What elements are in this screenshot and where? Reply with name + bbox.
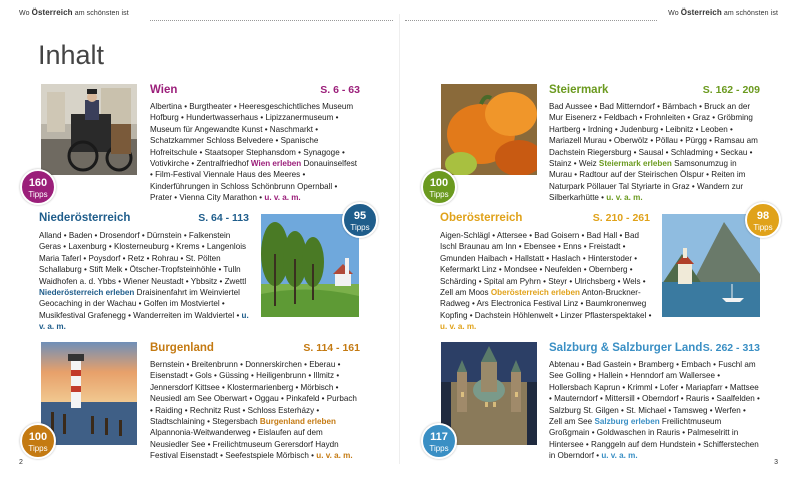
running-head-right-bold: Österreich bbox=[680, 8, 722, 17]
oberoesterreich-body bbox=[440, 230, 652, 333]
burgenland-erleben-text: Alpannonia-Weitwanderweg • Eislaufen auf dem Neusiedler See • Freilichtmuseum Gerersdorf Haydn Festival Eisenstadt • Seefestspiele Mörbisch • bbox=[150, 428, 339, 461]
running-head-left-prefix: Wo bbox=[19, 10, 30, 17]
burgenland-pages: S. 114 - 161 bbox=[303, 342, 360, 354]
page-title: Inhalt bbox=[38, 40, 105, 70]
steiermark-places: Bad Aussee • Bad Mitterndorf • Bärnbach • Bruck an der Mur Eisenerz • Feldbach • Frohnleiten • Graz • Gröbming Hartberg • Irdning • Judenburg • Leibnitz • Leoben • Mariazell Murau • Oberwölz • Pöllau • Pürgg • Ramsau am Dachstein Riegersburg • Sausal • Schladming • Seckau • Stainz • Weiz bbox=[549, 102, 758, 169]
oberoesterreich-badge-number: 98 bbox=[756, 210, 770, 222]
steiermark-photo bbox=[441, 84, 537, 175]
oberoesterreich-places: Aigen-Schlägl • Attersee • Bad Goisern • Bad Hall • Bad Ischl Braunau am Inn • Ebensee • Enns • Freistadt • Gmunden Haibach • Hallstatt • Haslach • Hinterstoder • Kefermarkt Linz • Mondsee • Neufelden • Obernberg • Schärding • Spital am Pyhrn • Steyr • Ulrichsberg • Wels • Zell am Moos bbox=[440, 231, 646, 298]
running-head-left bbox=[19, 8, 129, 17]
burgenland-tipps-badge bbox=[20, 423, 56, 459]
salzburg-photo bbox=[441, 342, 537, 445]
salzburg-body bbox=[549, 359, 761, 462]
running-head-left-bold: Österreich bbox=[31, 8, 73, 17]
folio-left: 2 bbox=[19, 459, 23, 466]
wien-body bbox=[150, 101, 360, 204]
wien-erleben-text: Donauinselfest • Film-Festival Viennale Haus des Meeres • Kinderführungen in Schloss Schönbrunn Opernball • Prater • Vienna City Marathon • bbox=[150, 159, 358, 203]
steiermark-tipps-badge bbox=[421, 169, 457, 205]
niederoesterreich-erleben-text: Draisinenfahrt im Weinviertel Geocaching in der Wachau • Golfen im Mostviertel • Musikfestival Grafenegg • Wanderreiten im Waldviertel • bbox=[39, 288, 240, 320]
niederoesterreich-body bbox=[39, 230, 253, 333]
running-head-rule-right bbox=[405, 20, 657, 21]
salzburg-erleben-text: Freilichtmuseum Großgmain • Goldwaschen in Rauris • Palmeselritt in Hintersee • Ranggeln auf dem Hundstein • Schifferstechen in Oberndorf • bbox=[549, 417, 759, 461]
oberoesterreich-tipps-badge bbox=[745, 202, 781, 238]
page-gutter bbox=[399, 14, 400, 464]
running-head-rule-left bbox=[150, 20, 393, 21]
oberoesterreich-erleben-text: Anton-Bruckner-Radweg • Ars Electronica Festival Linz • Baumkronenweg Kopfing • Dachstein Höhlenwelt • Linzer Pflasterspektakel • bbox=[440, 288, 652, 320]
steiermark-body bbox=[549, 101, 761, 204]
wien-title: Wien bbox=[150, 84, 178, 96]
oberoesterreich-pages: S. 210 - 261 bbox=[592, 212, 650, 224]
running-head-right-suffix: am schönsten ist bbox=[723, 10, 778, 17]
wien-uvam: u. v. a. m. bbox=[264, 193, 301, 203]
steiermark-title: Steiermark bbox=[549, 84, 609, 96]
wien-badge-label: Tipps bbox=[28, 190, 48, 199]
niederoesterreich-badge-number: 95 bbox=[353, 210, 367, 222]
wien-erleben: Wien erleben bbox=[250, 159, 302, 169]
folio-right: 3 bbox=[774, 459, 778, 466]
burgenland-photo bbox=[41, 342, 137, 445]
burgenland-uvam: u. v. a. m. bbox=[316, 451, 353, 461]
wien-tipps-badge bbox=[20, 169, 56, 205]
wien-places: Albertina • Burgtheater • Heeresgeschichtliches Museum Hofburg • Hundertwasserhaus • Lipizzanermuseum • Museum für Angewandte Kunst • Naschmarkt • Schatzkammer Schloss Belvedere • Spanische Hofreitschule • Staatsoper Stephansdom • Synagoge • Votivkirche • Zentralfriedhof bbox=[150, 102, 354, 169]
steiermark-uvam: u. v. a. m. bbox=[606, 193, 643, 203]
running-head-right-prefix: Wo bbox=[668, 10, 679, 17]
wien-badge-number: 160 bbox=[28, 177, 48, 189]
niederoesterreich-tipps-badge bbox=[342, 202, 378, 238]
salzburg-erleben: Salzburg erleben bbox=[594, 417, 660, 427]
niederoesterreich-places: Alland • Baden • Drosendorf • Dürnstein • Falkenstein Geras • Laxenburg • Klosterneuburg • Krems • Langenlois Maria Taferl • Poysdorf • Retz • Rohrau • St. Pölten Schallaburg • Stift Melk • Ötscher-Tropfsteinhöhle • Tulln Waidhofen a. d. Ybbs • Wiener Neustadt • Ybbsitz • Zwettl bbox=[39, 231, 247, 286]
oberoesterreich-photo bbox=[662, 214, 760, 317]
burgenland-places: Bernstein • Breitenbrunn • Donnerskirchen • Eberau • Eisenstadt • Gols • Güssing • Heiligenbrunn • Illmitz • Jennersdorf Kittsee • Klostermarienberg • Mörbisch • Neusiedl am See Oberwart • Oggau • Pinkafeld • Purbach • Raiding • Rechnitz Rust • Schloss Esterházy • Stadtschlaining • Stegersbach bbox=[150, 360, 357, 427]
oberoesterreich-erleben: Oberösterreich erleben bbox=[490, 288, 580, 298]
burgenland-badge-label: Tipps bbox=[28, 444, 48, 453]
salzburg-tipps-badge bbox=[421, 423, 457, 459]
steiermark-badge-label: Tipps bbox=[429, 190, 449, 199]
oberoesterreich-title: Oberösterreich bbox=[440, 212, 523, 224]
burgenland-title: Burgenland bbox=[150, 342, 214, 354]
niederoesterreich-badge-label: Tipps bbox=[350, 223, 370, 232]
salzburg-uvam: u. v. a. m. bbox=[601, 451, 638, 461]
niederoesterreich-uvam: u. v. a. m. bbox=[39, 310, 249, 332]
steiermark-pages: S. 162 - 209 bbox=[702, 84, 760, 96]
running-head-left-suffix: am schönsten ist bbox=[74, 10, 129, 17]
salzburg-badge-label: Tipps bbox=[429, 444, 449, 453]
steiermark-erleben-text: Samsonumzug in Murau • Radtour auf der Steirischen Ölspur • Reiten im Naturpark Pöllauer Tal Styriarte in Graz • Wandern zur Silberkarhütte • bbox=[549, 159, 746, 203]
steiermark-erleben: Steiermark erleben bbox=[598, 159, 672, 169]
steiermark-badge-number: 100 bbox=[429, 177, 449, 189]
niederoesterreich-title: Niederösterreich bbox=[39, 212, 131, 224]
running-head-right bbox=[668, 8, 778, 17]
salzburg-pages: S. 262 - 313 bbox=[702, 342, 760, 354]
oberoesterreich-uvam: u. v. a. m. bbox=[440, 322, 477, 332]
salzburg-places: Abtenau • Bad Gastein • Bramberg • Embach • Fuschl am See Golling • Hallein • Henndorf am Wallersee • Hollersbach Kaprun • Krimml • Lofer • Mariapfarr • Mattsee • Mauterndorf • Mittersill • Oberndorf • Rauris • Saalfelden • Salzburg St. Gilgen • St. Michael • Tamsweg • Werfen • Zell am See bbox=[549, 360, 760, 427]
wien-pages: S. 6 - 63 bbox=[320, 84, 360, 96]
salzburg-badge-number: 117 bbox=[430, 431, 448, 443]
salzburg-title: Salzburg & Salzburger Land bbox=[549, 342, 703, 354]
wien-photo bbox=[41, 84, 137, 175]
burgenland-badge-number: 100 bbox=[28, 431, 48, 443]
niederoesterreich-erleben: Niederösterreich erleben bbox=[39, 288, 135, 298]
niederoesterreich-pages: S. 64 - 113 bbox=[198, 212, 249, 224]
burgenland-body bbox=[150, 359, 360, 462]
oberoesterreich-badge-label: Tipps bbox=[753, 223, 773, 232]
burgenland-erleben: Burgenland erleben bbox=[259, 417, 336, 427]
